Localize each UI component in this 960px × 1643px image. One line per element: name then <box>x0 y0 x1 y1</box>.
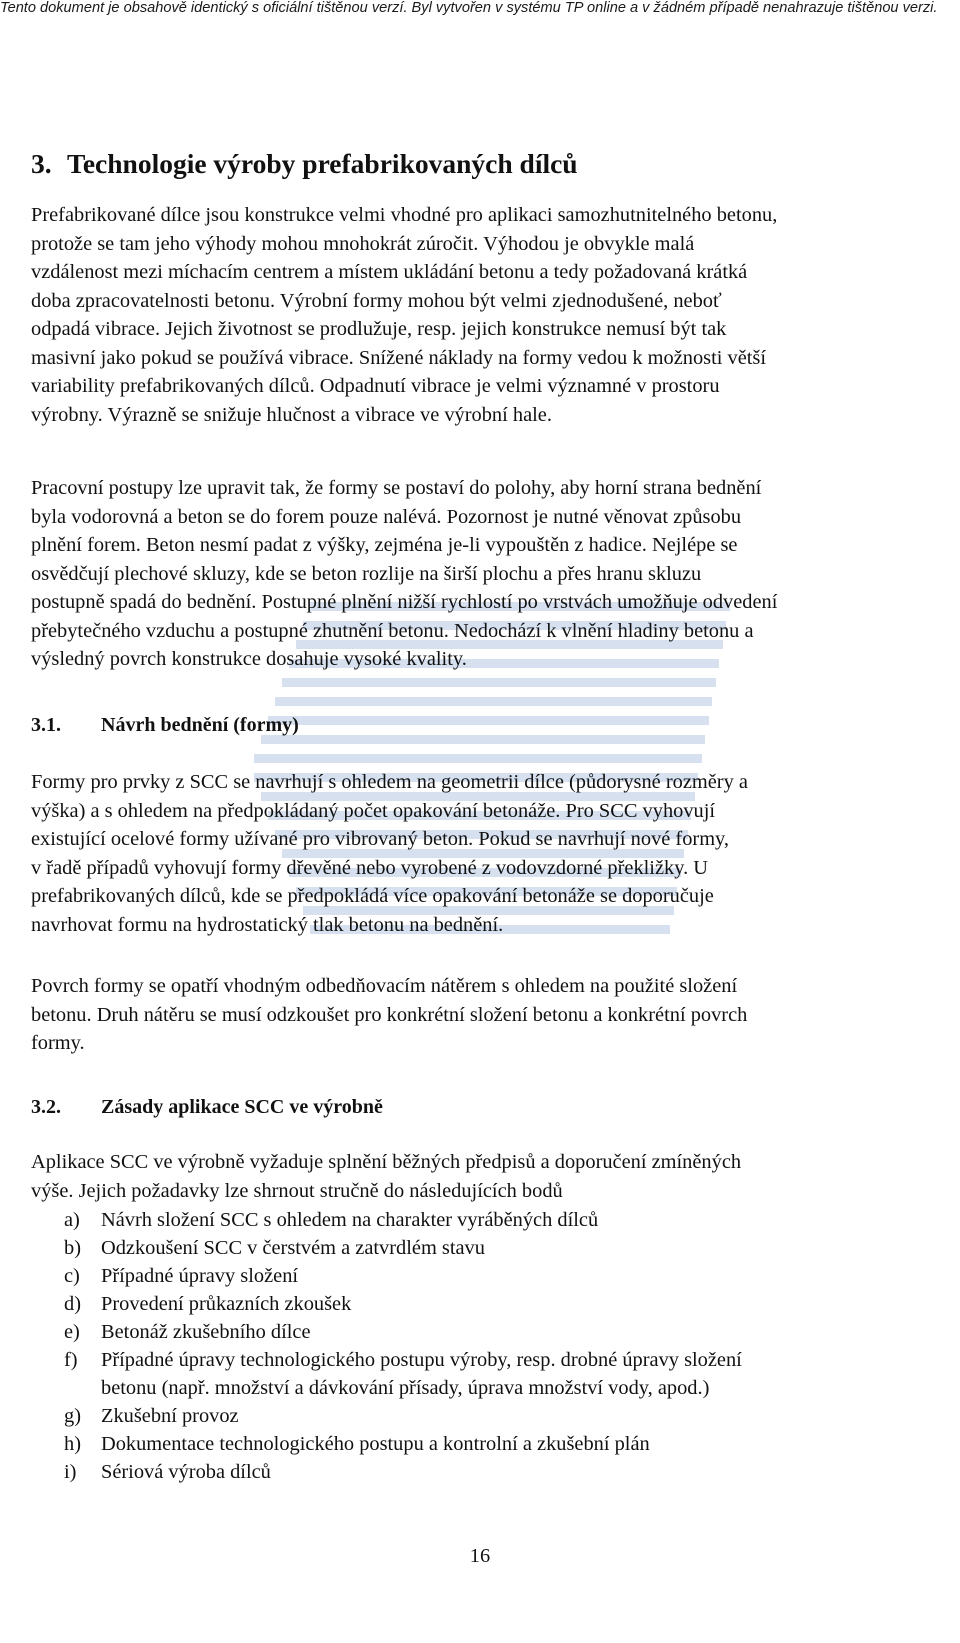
watermark-band <box>261 735 705 744</box>
text-line: v řadě případů vyhovují formy dřevěné nebo vyrobené z vodovzdorné překližky. U <box>31 856 709 879</box>
list-marker: e) <box>64 1321 80 1343</box>
list-item <box>31 1206 931 1234</box>
section-3-2-number: 3.2. <box>31 1096 61 1118</box>
list-marker: i) <box>64 1461 77 1483</box>
section-3-1-heading <box>31 712 299 738</box>
list-item-text: Případné úpravy technologického postupu výroby, resp. drobné úpravy složení <box>101 1349 742 1371</box>
list-item-text: Dokumentace technologického postupu a kontrolní a zkušební plán <box>101 1433 650 1455</box>
watermark-band <box>275 697 712 706</box>
watermark-band <box>268 716 709 725</box>
section-3-number: 3. <box>31 148 52 179</box>
section-3-heading <box>31 148 578 180</box>
list-item <box>31 1402 931 1430</box>
list-item <box>31 1262 931 1290</box>
section-3-2-intro <box>31 1148 931 1205</box>
text-line: výrobny. Výrazně se snižuje hlučnost a vibrace ve výrobní hale. <box>31 403 552 426</box>
section-3-1-number: 3.1. <box>31 714 61 736</box>
list-item-text: Případné úpravy složení <box>101 1265 299 1287</box>
text-line: vzdálenost mezi míchacím centrem a místem ukládání betonu a tedy požadovaná krátká <box>31 261 748 283</box>
section-3-paragraph-2 <box>31 474 931 674</box>
list-item <box>31 1430 931 1458</box>
text-line: variability prefabrikovaných dílců. Odpadnutí vibrace je velmi významné v prostoru <box>31 375 720 397</box>
text-line: výsledný povrch konstrukce dosahuje vysoké kvality. <box>31 648 467 670</box>
text-line: doba zpracovatelnosti betonu. Výrobní formy mohou být velmi zjednodušené, neboť <box>31 289 722 312</box>
text-line: odpadá vibrace. Jejich životnost se prodlužuje, resp. jejich konstrukce nemusí být tak <box>31 318 727 340</box>
section-3-title: Technologie výroby prefabrikovaných dílců <box>67 148 578 179</box>
list-marker: b) <box>64 1237 81 1259</box>
list-item-text: Sériová výroba dílců <box>101 1461 271 1483</box>
text-line: plnění forem. Beton nesmí padat z výšky, zejména je-li vypouštěn z hadice. Nejlépe se <box>31 534 738 556</box>
list-marker: g) <box>64 1405 81 1427</box>
text-line: Prefabrikované dílce jsou konstrukce velmi vhodné pro aplikaci samozhutnitelného betonu, <box>31 204 778 226</box>
text-line: výše. Jejich požadavky lze shrnout stručně do následujících bodů <box>31 1179 563 1202</box>
list-item-text: Odzkoušení SCC v čerstvém a zatvrdlém stavu <box>101 1237 485 1259</box>
page-number: 16 <box>469 1545 491 1567</box>
text-line: masivní jako pokud se používá vibrace. Snížené náklady na formy vedou k možnosti větší <box>31 346 767 369</box>
text-line: byla vodorovná a beton se do forem pouze nalévá. Pozornost je nutné věnovat způsobu <box>31 505 742 528</box>
text-line: osvědčují plechové skluzy, kde se beton rozlije na širší plochu a přes hranu skluzu <box>31 562 702 585</box>
list-marker: a) <box>64 1209 80 1231</box>
text-line: Formy pro prvky z SCC se navrhují s ohledem na geometrii dílce (půdorysné rozměry a <box>31 771 748 793</box>
list-marker: c) <box>64 1265 80 1287</box>
list-item-text: Betonáž zkušebního dílce <box>101 1321 311 1343</box>
section-3-1-paragraph-2 <box>31 972 931 1058</box>
text-line: formy. <box>31 1032 85 1054</box>
text-line: betonu. Druh nátěru se musí odzkoušet pro konkrétní složení betonu a konkrétní povrch <box>31 1003 748 1026</box>
header-disclaimer: Tento dokument je obsahově identický s oficiální tištěnou verzí. Byl vytvořen v systému TP online a v žádném případě nenahrazuje tištěnou verzi. <box>0 0 938 16</box>
list-item <box>31 1346 931 1402</box>
list-item <box>31 1290 931 1318</box>
list-item <box>31 1318 931 1346</box>
watermark-band <box>254 754 702 763</box>
section-3-2-heading <box>31 1094 383 1120</box>
text-line: Aplikace SCC ve výrobně vyžaduje splnění běžných předpisů a doporučení zmíněných <box>31 1151 742 1173</box>
list-item-text: betonu (např. množství a dávkování přísady, úprava množství vody, apod.) <box>101 1377 710 1399</box>
text-line: prefabrikovaných dílců, kde se předpokládá více opakování betonáže se doporučuje <box>31 885 714 907</box>
section-3-1-paragraph-1 <box>31 768 931 939</box>
text-line: Pracovní postupy lze upravit tak, že formy se postaví do polohy, aby horní strana bednění <box>31 477 762 499</box>
text-line: existující ocelové formy užívané pro vibrovaný beton. Pokud se navrhují nové formy, <box>31 828 730 850</box>
text-line: přebytečného vzduchu a postupné zhutnění betonu. Nedochází k vlnění hladiny betonu a <box>31 619 754 642</box>
list-item <box>31 1234 931 1262</box>
watermark-band <box>282 678 716 687</box>
section-3-paragraph-1 <box>31 201 931 429</box>
text-line: protože se tam jeho výhody mohou mnohokrát zúročit. Výhodou je obvykle malá <box>31 232 695 255</box>
section-3-2-title: Zásady aplikace SCC ve výrobně <box>101 1096 383 1118</box>
list-item-text: Provedení průkazních zkoušek <box>101 1293 352 1315</box>
list-marker: d) <box>64 1293 81 1315</box>
steps-list <box>31 1206 931 1486</box>
list-item-text: Návrh složení SCC s ohledem na charakter vyráběných dílců <box>101 1209 599 1231</box>
list-item-text: Zkušební provoz <box>101 1405 239 1427</box>
text-line: postupně spadá do bednění. Postupné plnění nižší rychlostí po vrstvách umožňuje odvedení <box>31 591 778 613</box>
section-3-1-title: Návrh bednění (formy) <box>101 714 299 736</box>
text-line: výška) a s ohledem na předpokládaný počet opakování betonáže. Pro SCC vyhovují <box>31 799 716 822</box>
list-marker: h) <box>64 1433 81 1455</box>
text-line: navrhovat formu na hydrostatický tlak betonu na bednění. <box>31 913 504 936</box>
list-item <box>31 1458 931 1486</box>
text-line: Povrch formy se opatří vhodným odbedňovacím nátěrem s ohledem na použité složení <box>31 975 738 997</box>
list-marker: f) <box>64 1349 78 1371</box>
